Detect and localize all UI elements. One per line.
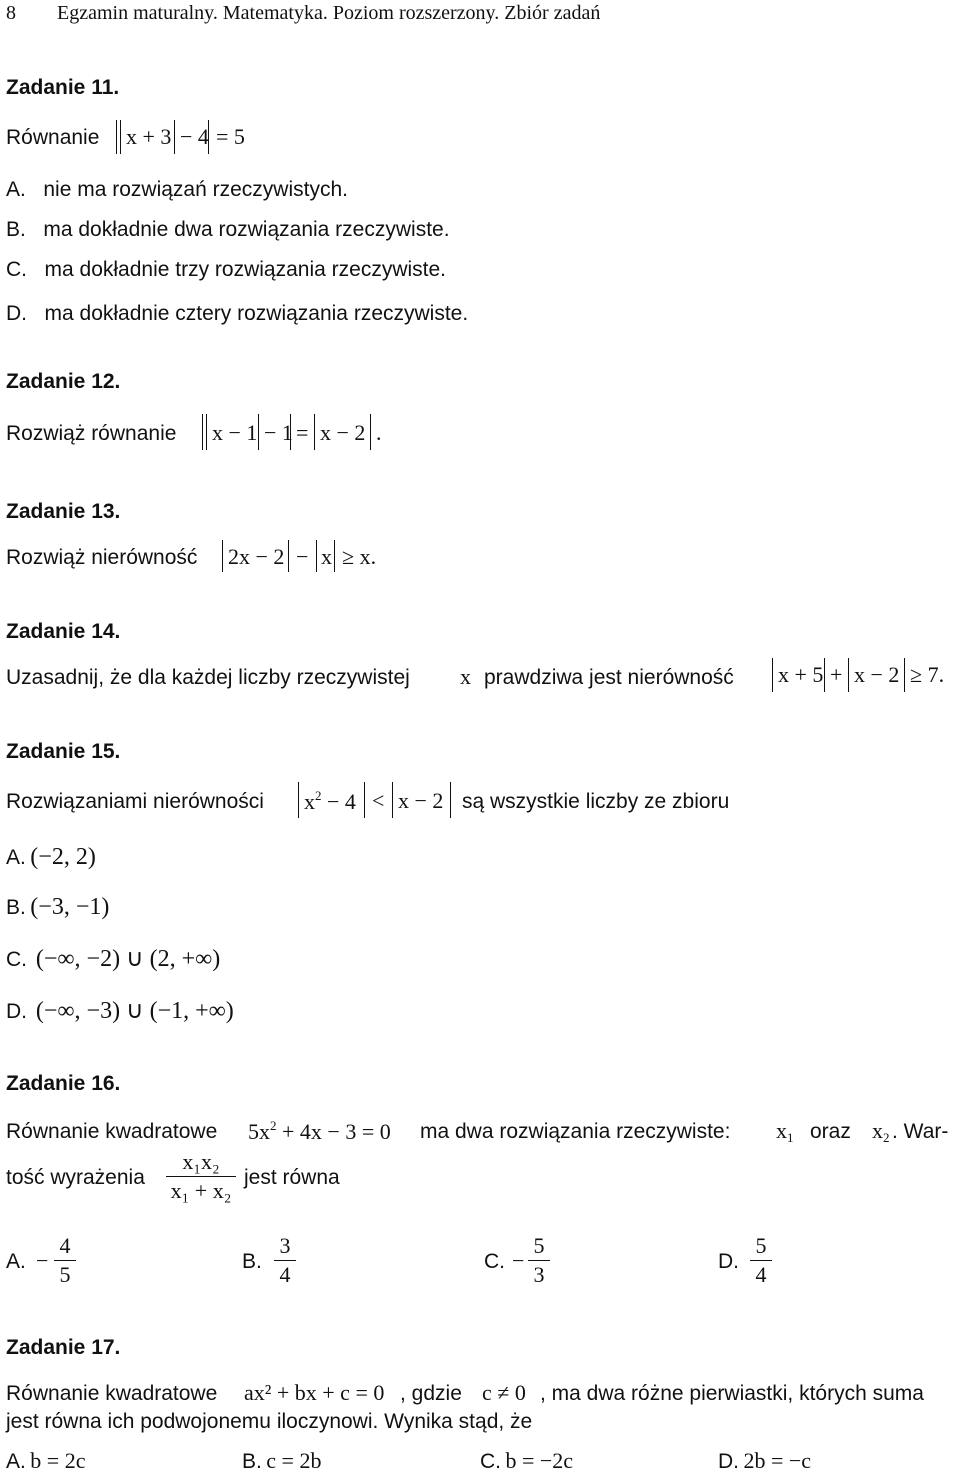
- abs-bar: [824, 658, 825, 692]
- task-12-eq-b: − 1: [264, 420, 293, 445]
- task-15-option-a: A. (−2, 2): [6, 844, 96, 870]
- task-17-option-a: A. b = 2c: [6, 1448, 86, 1473]
- abs-bar: [334, 540, 335, 572]
- abs-bar: [904, 658, 905, 692]
- task-11-eq-a: x + 3: [126, 124, 172, 149]
- task-15-tail: są wszystkie liczby ze zbioru: [462, 790, 730, 813]
- task-16-x1: $x_1$: [776, 1118, 794, 1145]
- task-16-option-d-letter: D.: [718, 1250, 739, 1273]
- task-16-option-a-letter: A.: [6, 1250, 26, 1273]
- task-15-lead: Rozwiązaniami nierówności: [6, 790, 264, 813]
- abs-bar: [848, 658, 849, 692]
- task-11-option-b: B. ma dokładnie dwa rozwiązania rzeczywiste.: [6, 218, 450, 241]
- abs-bar: [370, 414, 371, 450]
- task-12-title: Zadanie 12.: [6, 370, 121, 393]
- task-16-line2-lead: tość wyrażenia: [6, 1166, 145, 1189]
- task-16-option-c-sign: −: [512, 1248, 525, 1273]
- abs-bar: [290, 414, 291, 450]
- task-15-option-b: B. (−3, −1): [6, 894, 110, 920]
- abs-bar: [392, 782, 393, 818]
- abs-bar: [298, 782, 299, 818]
- task-11-title: Zadanie 11.: [6, 76, 120, 99]
- task-15-eq-a: $x^2 - 4$: [304, 788, 356, 814]
- task-16-option-c-letter: C.: [484, 1250, 505, 1273]
- task-12-eq-c: =: [296, 420, 309, 445]
- task-15-eq-b: <: [372, 788, 385, 813]
- task-17-eq: ax² + bx + c = 0: [244, 1380, 385, 1405]
- task-14-mid: prawdziwa jest nierówność: [484, 666, 734, 689]
- task-12-lead: Rozwiąż równanie: [6, 422, 177, 445]
- task-15-title: Zadanie 15.: [6, 740, 121, 763]
- task-16-lead: Równanie kwadratowe: [6, 1120, 218, 1143]
- task-16-tail: . War-: [892, 1120, 949, 1143]
- task-14-var: x: [460, 664, 471, 689]
- abs-bar: [116, 120, 117, 154]
- task-14-eq-d: ≥ 7.: [910, 662, 945, 687]
- page-header: [6, 2, 600, 25]
- task-17-mid: , gdzie: [400, 1382, 462, 1405]
- task-15-eq-c: x − 2: [398, 788, 444, 813]
- task-17-lead: Równanie kwadratowe: [6, 1382, 218, 1405]
- task-16-option-b-letter: B.: [242, 1250, 262, 1273]
- task-16-eq: $5x^2 + 4x - 3 = 0$: [248, 1118, 391, 1144]
- task-16-mid: ma dwa rozwiązania rzeczywiste:: [420, 1120, 731, 1143]
- task-12-eq-d: x − 2: [320, 420, 366, 445]
- abs-bar: [202, 414, 203, 450]
- task-11-lead: Równanie: [6, 126, 100, 149]
- task-16-and: oraz: [810, 1120, 851, 1143]
- task-12-eq-e: .: [376, 420, 382, 445]
- task-17-cond: c ≠ 0: [482, 1380, 526, 1405]
- abs-bar: [450, 782, 451, 818]
- task-13-lead: Rozwiąż nierówność: [6, 546, 198, 569]
- task-16-option-c-fraction: 5 3: [528, 1234, 550, 1287]
- task-17-line2: jest równa ich podwojonemu iloczynowi. Wynika stąd, że: [6, 1410, 533, 1433]
- abs-bar: [316, 540, 317, 572]
- abs-bar: [206, 414, 207, 450]
- task-17-option-c: C. b = −2c: [480, 1448, 574, 1473]
- page-number: 8: [6, 2, 16, 24]
- abs-bar: [772, 658, 773, 692]
- task-13-eq-a: 2x − 2: [228, 544, 285, 569]
- task-16-option-a-sign: −: [36, 1248, 49, 1273]
- task-16-x2: $x_2$: [872, 1118, 890, 1145]
- task-17-option-d: D. 2b = −c: [718, 1448, 812, 1473]
- task-12-eq-a: x − 1: [212, 420, 258, 445]
- abs-bar: [208, 120, 209, 154]
- abs-bar: [314, 414, 315, 450]
- task-11-option-d: D. ma dokładnie cztery rozwiązania rzeczywiste.: [6, 302, 469, 325]
- task-15-option-c: C. (−∞, −2) ∪ (2, +∞): [6, 946, 221, 972]
- task-13-title: Zadanie 13.: [6, 500, 121, 523]
- task-17-tail: , ma dwa różne pierwiastki, których suma: [540, 1382, 924, 1405]
- task-11-eq-b: − 4: [180, 124, 209, 149]
- task-13-eq-c: x: [321, 544, 332, 569]
- abs-bar: [222, 540, 223, 572]
- header-title: Egzamin maturalny. Matematyka. Poziom rozszerzony. Zbiór zadań: [57, 2, 601, 24]
- task-16-option-a-fraction: 4 5: [54, 1234, 76, 1287]
- task-16-line2-tail: jest równa: [244, 1166, 340, 1189]
- task-16-expression-fraction: x₁x₂ x₁ + x₂: [166, 1150, 236, 1203]
- task-13-eq-b: −: [296, 544, 309, 569]
- abs-bar: [288, 540, 289, 572]
- task-14-eq-a: x + 5: [778, 662, 824, 687]
- task-14-title: Zadanie 14.: [6, 620, 121, 643]
- task-14-eq-c: x − 2: [854, 662, 900, 687]
- abs-bar: [174, 120, 175, 154]
- task-11-option-a: A. nie ma rozwiązań rzeczywistych.: [6, 178, 348, 201]
- task-11-option-c: C. ma dokładnie trzy rozwiązania rzeczywiste.: [6, 258, 446, 281]
- task-16-option-b-fraction: 3 4: [274, 1234, 296, 1287]
- abs-bar: [364, 782, 365, 818]
- task-13-eq-d: ≥ x.: [342, 544, 377, 569]
- task-15-option-d: D. (−∞, −3) ∪ (−1, +∞): [6, 998, 234, 1024]
- task-14-lead: Uzasadnij, że dla każdej liczby rzeczywistej: [6, 666, 410, 689]
- task-16-option-d-fraction: 5 4: [750, 1234, 772, 1287]
- task-17-option-b: B. c = 2b: [242, 1448, 322, 1473]
- task-16-title: Zadanie 16.: [6, 1072, 121, 1095]
- task-11-eq-c: = 5: [216, 124, 245, 149]
- task-17-title: Zadanie 17.: [6, 1336, 121, 1359]
- task-14-eq-b: +: [830, 662, 843, 687]
- abs-bar: [258, 414, 259, 450]
- abs-bar: [120, 120, 121, 154]
